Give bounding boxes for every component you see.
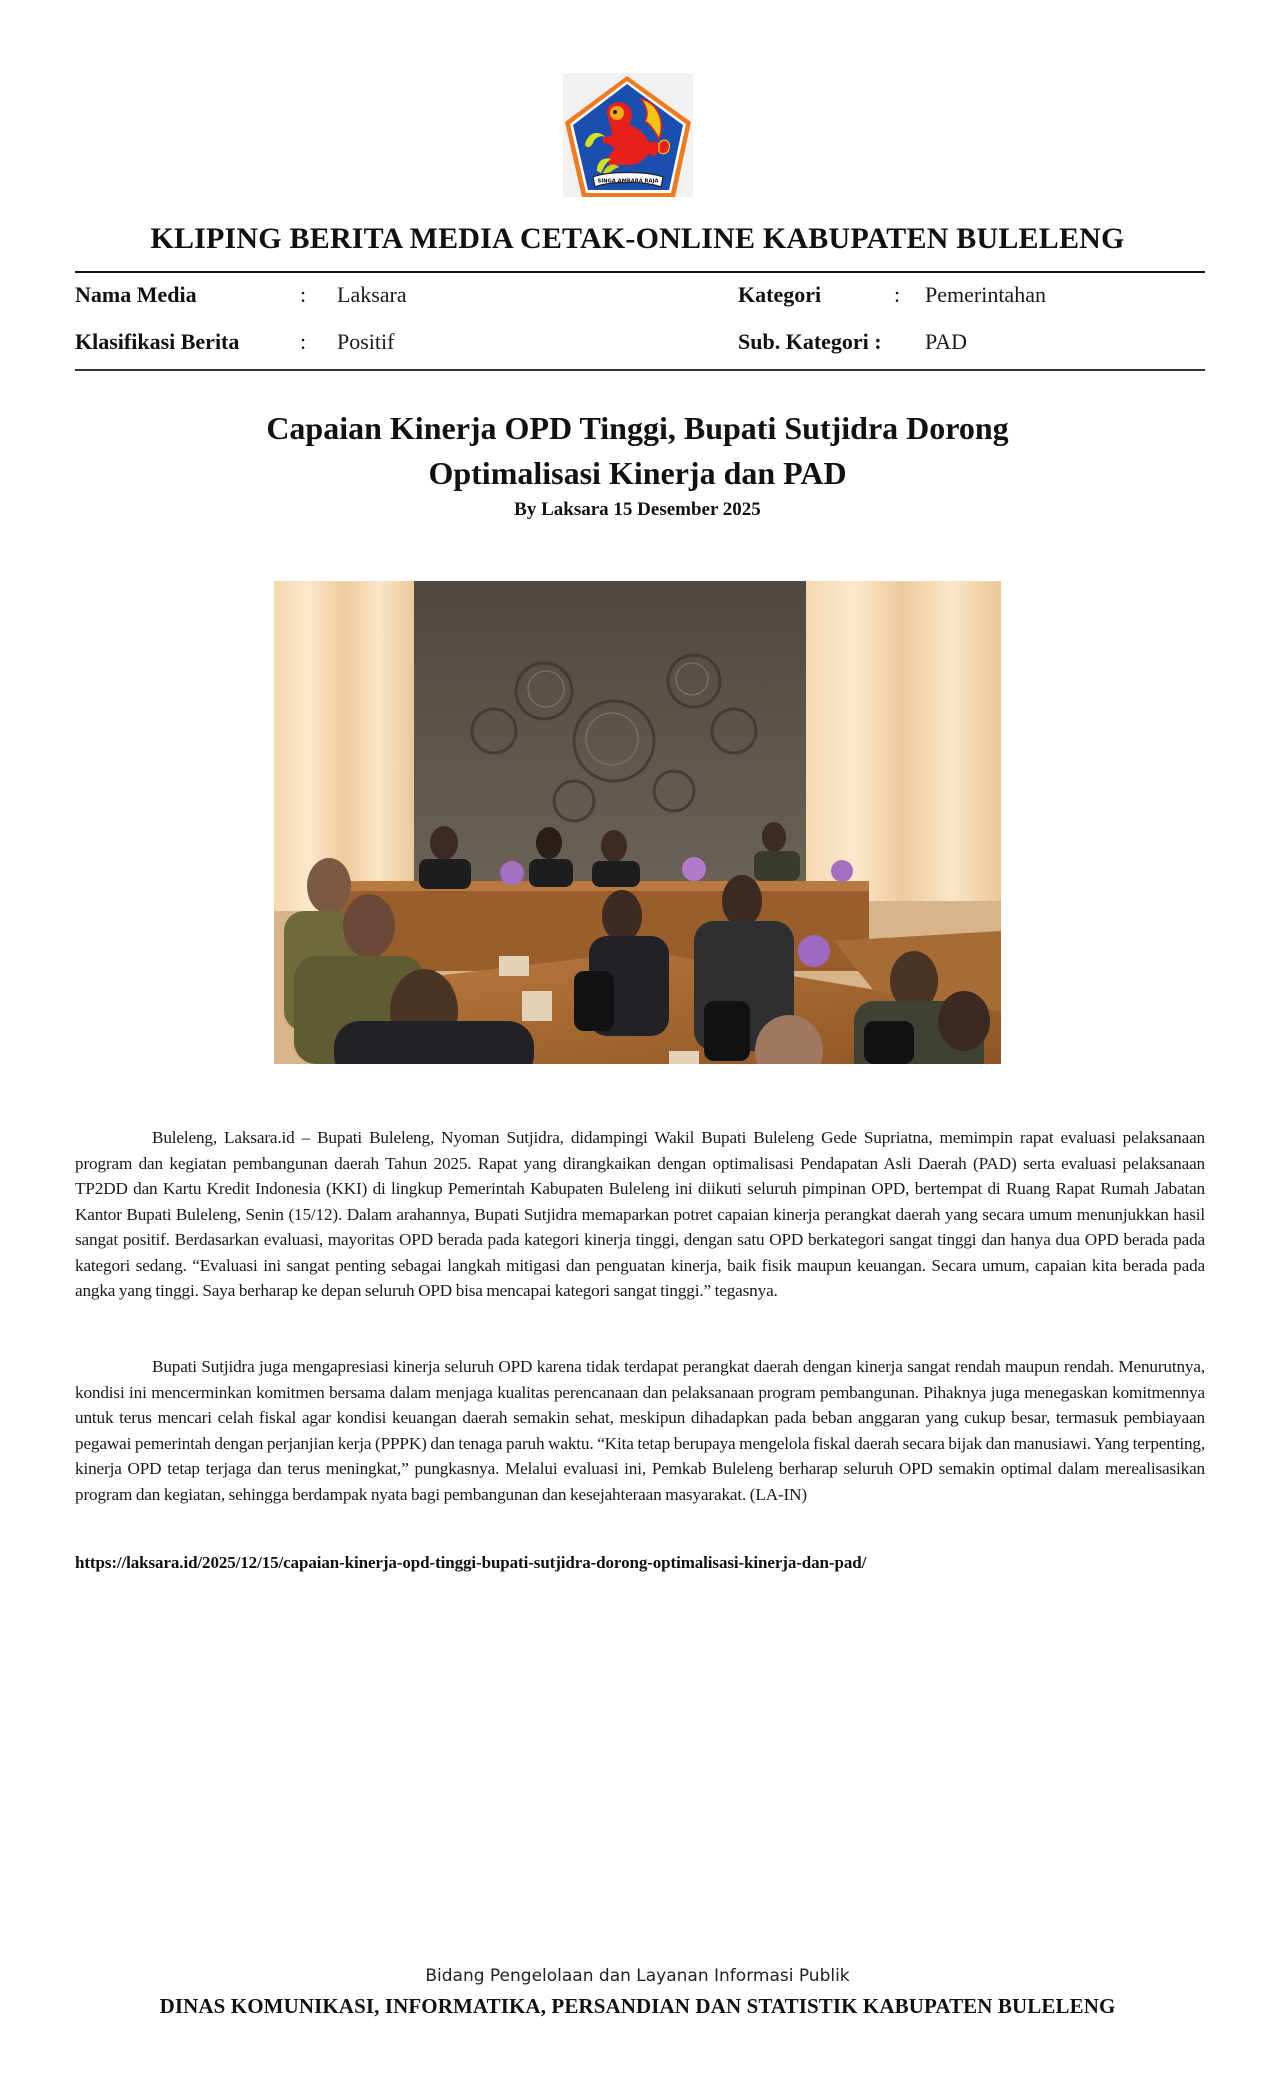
article-photo — [274, 581, 1001, 1064]
media-name-value-text: Laksara — [337, 282, 407, 307]
category-label: Kategori — [738, 282, 822, 307]
subcategory-value — [925, 328, 967, 356]
classification-label-cell — [75, 328, 239, 356]
logo-motto-text: SINGA AMBARA RAJA — [597, 178, 659, 185]
buleleng-regency-logo — [563, 73, 693, 197]
document-title: KLIPING BERITA MEDIA CETAK-ONLINE KABUPATEN BULELENG — [150, 222, 1125, 255]
subcategory-label-cell — [738, 328, 882, 356]
footer-agency-name: DINAS KOMUNIKASI, INFORMATIKA, PERSANDIAN DAN STATISTIK KABUPATEN BULELENG — [159, 1994, 1116, 2018]
media-name-label: Nama Media — [75, 282, 197, 307]
article-headline-line-1: Capaian Kinerja OPD Tinggi, Bupati Sutjidra Dorong — [266, 410, 1009, 446]
classification-label: Klasifikasi Berita — [75, 329, 240, 354]
classification-value-text: Positif — [337, 329, 395, 354]
category-value-text: Pemerintahan — [925, 282, 1046, 307]
article-headline-line-2: Optimalisasi Kinerja dan PAD — [428, 455, 847, 491]
header-top-divider — [75, 271, 1205, 273]
classification-separator: : — [300, 329, 307, 354]
media-name-separator: : — [300, 282, 307, 307]
subcategory-value-text: PAD — [925, 329, 967, 354]
category-value — [925, 281, 1046, 309]
media-name-value — [337, 281, 407, 309]
article-byline: By Laksara 15 Desember 2025 — [514, 499, 761, 520]
footer-unit-name: Bidang Pengelolaan dan Layanan Informasi Publik — [425, 1966, 850, 1986]
subcategory-label: Sub. Kategori : — [738, 329, 882, 354]
source-url-link[interactable]: https://laksara.id/2025/12/15/capaian-kinerja-opd-tinggi-bupati-sutjidra-dorong-optimalisasi-kinerja-dan-pad/ — [75, 1553, 867, 1572]
category-separator: : — [894, 282, 901, 307]
classification-value — [337, 328, 394, 356]
article-paragraph-1: Buleleng, Laksara.id – Bupati Buleleng, Nyoman Sutjidra, didampingi Wakil Bupati Buleleng Gede Supriatna, memimpin rapat evaluasi pelaksanaan program dan kegiatan pembangunan daerah Tahun 2025. Rapat yang dirangkaikan dengan optimalisasi Pendapatan Asli Daerah (PAD) serta evaluasi pelaksanaan TP2DD dan Kartu Kredit Indonesia (KKI) di lingkup Pemerintah Kabupaten Buleleng ini diikuti seluruh pimpinan OPD, bertempat di Ruang Rapat Rumah Jabatan Kantor Bupati Buleleng, Senin (15/12). Dalam arahannya, Bupati Sutjidra memaparkan potret capaian kinerja perangkat daerah yang secara umum menunjukkan hasil sangat positif. Berdasarkan evaluasi, mayoritas OPD berada pada kategori kinerja tinggi, dengan satu OPD berkategori sangat tinggi dan hanya dua OPD berada pada kategori sedang. “Evaluasi ini sangat penting sebagai langkah mitigasi dan penguatan kinerja, baik fisik maupun keuangan. Secara umum, capaian kita berada pada angka yang tinggi. Saya berharap ke depan seluruh OPD bisa mencapai kategori sangat tinggi.” tegasnya. — [75, 1128, 1205, 1300]
media-name-label-cell — [75, 281, 197, 309]
category-label-cell — [738, 281, 821, 309]
article-paragraph-2: Bupati Sutjidra juga mengapresiasi kinerja seluruh OPD karena tidak terdapat perangkat daerah dengan kinerja sangat rendah maupun rendah. Menurutnya, kondisi ini mencerminkan komitmen bersama dalam menjaga kualitas perencanaan dan pelaksanaan program pembangunan. Pihaknya juga menegaskan komitmennya untuk terus mencari celah fiskal agar kondisi keuangan daerah semakin sehat, meskipun dihadapkan pada beban anggaran yang cukup besar, termasuk pembiayaan pegawai pemerintah dengan perjanjian kerja (PPPK) dan tenaga paruh waktu. “Kita tetap berupaya mengelola fiskal daerah secara bijak dan manusiawi. Yang terpenting, kinerja OPD tetap terjaga dan terus meningkat,” pungkasnya. Melalui evaluasi ini, Pemkab Buleleng berharap seluruh OPD semakin optimal dalam merealisasikan program dan kegiatan, sehingga berdampak nyata bagi pembangunan dan kesejahteraan masyarakat. (LA-IN) — [75, 1357, 1205, 1504]
header-bottom-divider — [75, 369, 1205, 371]
singa-ambara-raja-emblem-icon — [563, 73, 693, 197]
meeting-photo-icon — [274, 581, 1001, 1064]
